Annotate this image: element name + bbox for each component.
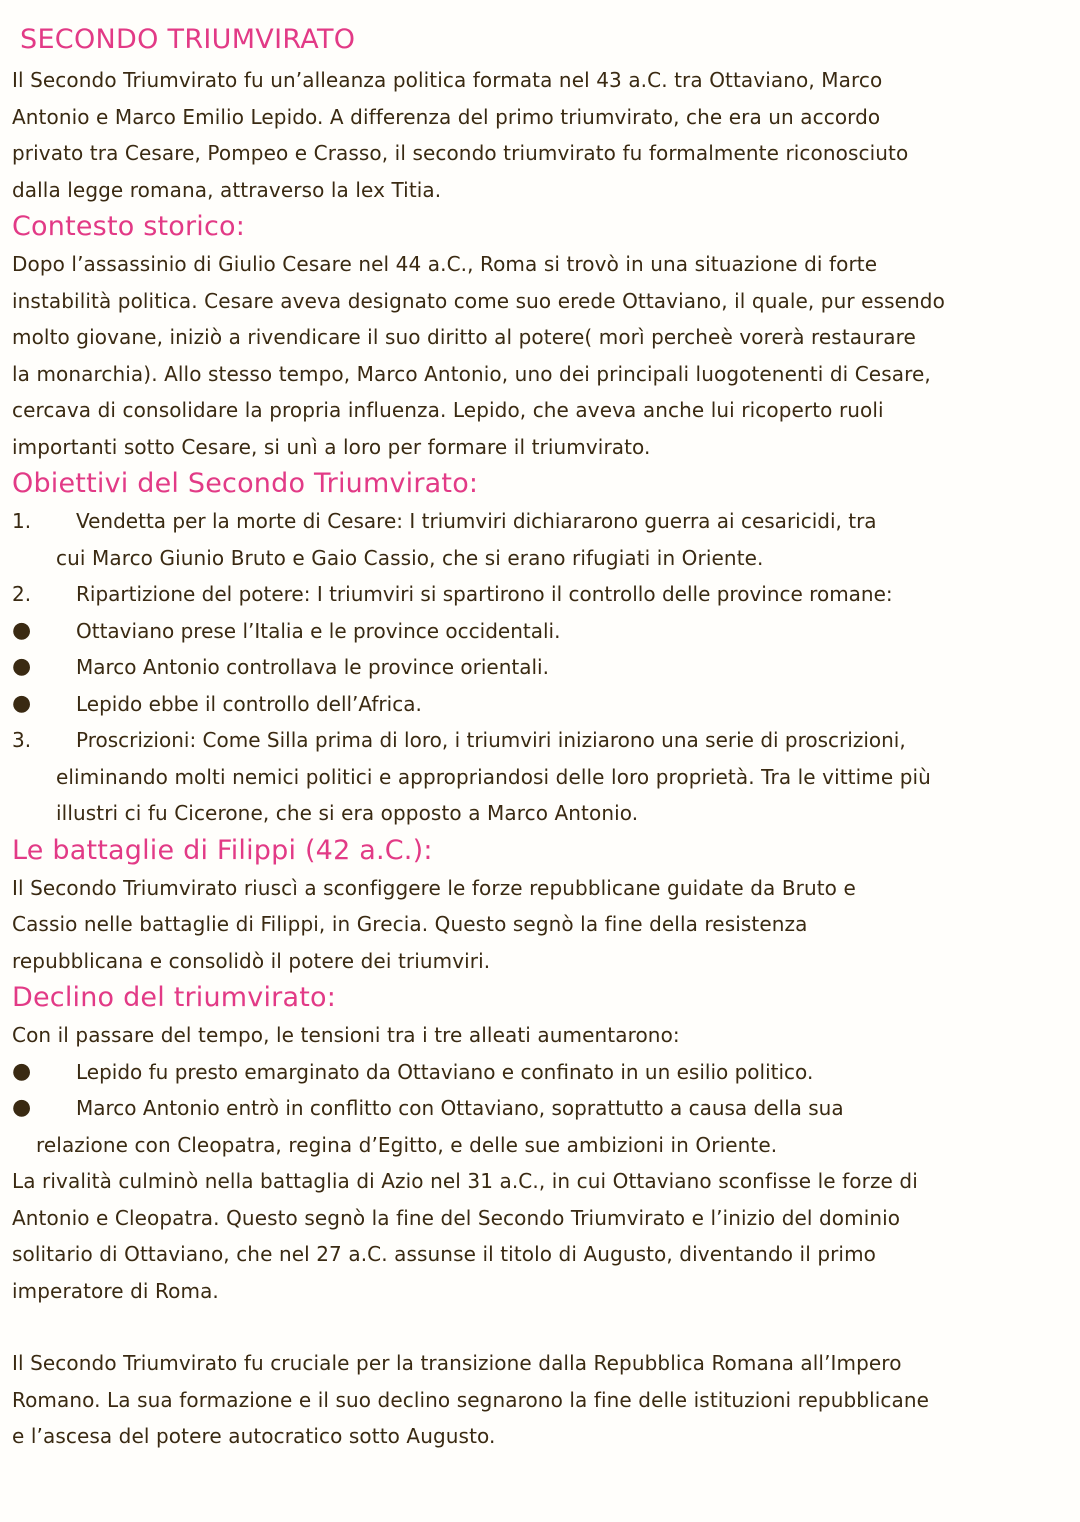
bullet-item-text: Lepido ebbe il controllo dell’Africa. (76, 691, 422, 716)
text-line: Il Secondo Triumvirato riuscì a sconfiggere le forze repubblicane guidate da Bruto e (12, 875, 856, 900)
list-item-continuation: eliminando molti nemici politici e appropriandosi delle loro proprietà. Tra le vittime più (56, 764, 931, 789)
contesto-paragraph (12, 246, 1062, 465)
section-heading-filippi: Le battaglie di Filippi (42 a.C.): (12, 834, 433, 866)
bullet-item (12, 1090, 1062, 1127)
bullet-icon: ● (12, 654, 32, 679)
bullet-item (12, 649, 1062, 686)
text-line: solitario di Ottaviano, che nel 27 a.C. assunse il titolo di Augusto, diventando il primo (12, 1242, 877, 1266)
document-page (12, 18, 1062, 1455)
text-line: imperatore di Roma. (12, 1278, 219, 1303)
obiettivi-list (12, 503, 1062, 832)
text-line: privato tra Cesare, Pompeo e Crasso, il secondo triumvirato fu formalmente riconosciuto (12, 141, 909, 165)
bullet-item (12, 686, 1062, 723)
intro-paragraph (12, 62, 1062, 208)
section-heading-obiettivi: Obiettivi del Secondo Triumvirato: (12, 468, 479, 499)
text-line: importanti sotto Cesare, si unì a loro per formare il triumvirato. (12, 434, 651, 459)
bullet-item-text: Ottaviano prese l’Italia e le province occidentali. (76, 618, 561, 643)
list-item (12, 722, 1062, 759)
list-item-text: Ripartizione del potere: I triumviri si spartirono il controllo delle province romane: (76, 582, 893, 606)
list-item (12, 503, 1062, 540)
list-item-text: Proscrizioni: Come Silla prima di loro, i triumviri iniziarono una serie di proscrizioni, (76, 728, 906, 752)
list-item-text: Vendetta per la morte di Cesare: I triumviri dichiararono guerra ai cesaricidi, tra (76, 509, 877, 533)
text-line: instabilità politica. Cesare aveva designato come suo erede Ottaviano, il quale, pur essendo (12, 288, 945, 313)
text-line: La rivalità culminò nella battaglia di Azio nel 31 a.C., in cui Ottaviano sconfisse le forze di (12, 1169, 918, 1193)
text-line: Antonio e Marco Emilio Lepido. A differenza del primo triumvirato, che era un accordo (12, 104, 881, 129)
declino-paragraph (12, 1017, 1062, 1309)
list-number: 3. (12, 728, 32, 752)
bullet-item (12, 613, 1062, 650)
text-line: Romano. La sua formazione e il suo declino segnarono la fine delle istituzioni repubblicane (12, 1387, 930, 1412)
list-item (12, 576, 1062, 613)
section-heading-contesto: Contesto storico: (12, 211, 246, 242)
bullet-item (12, 1054, 1062, 1091)
text-line: repubblicana e consolidò il potere dei triumviri. (12, 948, 491, 973)
bullet-icon: ● (12, 1058, 32, 1084)
text-line: cercava di consolidare la propria influenza. Lepido, che aveva anche lui ricoperto ruoli (12, 398, 884, 422)
bullet-item-text: Lepido fu presto emarginato da Ottaviano e confinato in un esilio politico. (76, 1059, 814, 1084)
text-line: Il Secondo Triumvirato fu cruciale per la transizione dalla Repubblica Romana all’Impero (12, 1351, 902, 1375)
text-line: molto giovane, iniziò a rivendicare il suo diritto al potere( morì percheè vorerà restaurare (12, 325, 916, 349)
list-item-continuation: cui Marco Giunio Bruto e Gaio Cassio, che si erano rifugiati in Oriente. (56, 545, 764, 570)
text-line: Con il passare del tempo, le tensioni tra i tre alleati aumentarono: (12, 1023, 680, 1047)
text-line: dalla legge romana, attraverso la lex Titia. (12, 177, 442, 202)
text-line: e l’ascesa del potere autocratico sotto Augusto. (12, 1424, 496, 1448)
bullet-icon: ● (12, 690, 32, 716)
bullet-icon: ● (12, 1095, 32, 1120)
text-line: Cassio nelle battaglie di Filippi, in Grecia. Questo segnò la fine della resistenza (12, 912, 808, 936)
list-item-continuation: illustri ci fu Cicerone, che si era opposto a Marco Antonio. (56, 801, 639, 825)
bullet-icon: ● (12, 617, 32, 643)
list-number: 1. (12, 509, 32, 533)
conclusion-paragraph (12, 1345, 1062, 1455)
text-line: Dopo l’assassinio di Giulio Cesare nel 44 a.C., Roma si trovò in una situazione di forte (12, 252, 878, 276)
paragraph-spacer (12, 1309, 1062, 1345)
bullet-item-text: Marco Antonio controllava le province orientali. (76, 655, 549, 679)
filippi-paragraph (12, 870, 1062, 980)
text-line: Antonio e Cleopatra. Questo segnò la fine del Secondo Triumvirato e l’inizio del dominio (12, 1205, 901, 1230)
text-line: la monarchia). Allo stesso tempo, Marco Antonio, uno dei principali luogotenenti di Cesare, (12, 361, 931, 386)
text-line: Il Secondo Triumvirato fu un’alleanza politica formata nel 43 a.C. tra Ottaviano, Marco (12, 68, 883, 92)
page-title: SECONDO TRIUMVIRATO (20, 24, 356, 55)
bullet-item-text: Marco Antonio entrò in conflitto con Ottaviano, soprattutto a causa della sua (76, 1096, 844, 1120)
list-number: 2. (12, 582, 32, 606)
bullet-item-continuation: relazione con Cleopatra, regina d’Egitto, e delle sue ambizioni in Oriente. (36, 1132, 778, 1157)
section-heading-declino: Declino del triumvirato: (12, 982, 337, 1013)
